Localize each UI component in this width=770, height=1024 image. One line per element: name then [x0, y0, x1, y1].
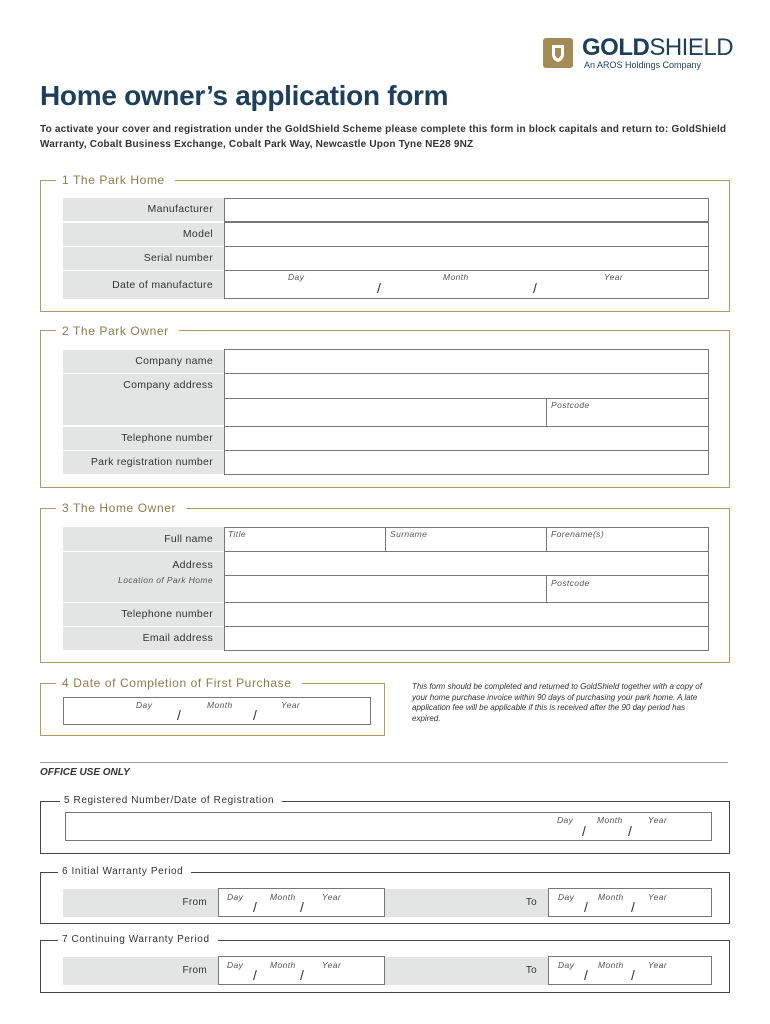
initial-warranty-heading: 6 Initial Warranty Period [58, 866, 191, 877]
fp-year-hint: Year [281, 700, 301, 710]
init-from-slash-2: / [300, 899, 304, 915]
intro-text: To activate your cover and registration under the GoldShield Scheme please complete this form in block capitals and return to: GoldShield Warranty, Cobalt Business Exchange, Cobalt Park Way, Newcastle Upon Tyne NE28 9NZ [40, 124, 727, 150]
company-name-label: Company name [63, 350, 224, 373]
cont-from-month-hint: Month [270, 960, 296, 970]
page-title: Home owner’s application form [40, 80, 449, 111]
dom-slash-2: / [533, 280, 537, 296]
brand-tagline: An AROS Holdings Company [584, 60, 702, 70]
manufacturer-input[interactable] [224, 198, 709, 222]
company-postcode-hint: Postcode [551, 400, 590, 410]
model-input[interactable] [224, 222, 709, 247]
continuing-warranty-heading: 7 Continuing Warranty Period [58, 934, 218, 945]
model-label: Model [63, 223, 224, 246]
email-input[interactable] [224, 626, 709, 651]
serial-number-input[interactable] [224, 246, 709, 271]
company-address-line2-input[interactable] [224, 398, 547, 427]
cont-to-year-hint: Year [648, 960, 668, 970]
init-to-slash-2: / [631, 899, 635, 915]
cont-to-month-hint: Month [598, 960, 624, 970]
home-owner-telephone-input[interactable] [224, 602, 709, 627]
address-label: Address [172, 559, 213, 571]
reg-year-hint: Year [648, 815, 668, 825]
reg-day-hint: Day [557, 815, 574, 825]
dom-slash-1: / [377, 280, 381, 296]
cont-to-slash-2: / [631, 967, 635, 983]
cont-from-slash-2: / [300, 967, 304, 983]
cont-from-slash-1: / [253, 967, 257, 983]
company-address-input[interactable] [224, 373, 709, 399]
section-home-owner-heading: 3 The Home Owner [56, 501, 186, 515]
reg-month-hint: Month [597, 815, 623, 825]
home-owner-telephone-label: Telephone number [63, 603, 224, 626]
init-from-day-hint: Day [227, 892, 244, 902]
initial-from-label: From [63, 889, 218, 917]
section-park-owner-heading: 2 The Park Owner [56, 324, 179, 338]
brand-name-bold: GOLD [582, 34, 650, 61]
cont-to-slash-1: / [584, 967, 588, 983]
office-use-heading: OFFICE USE ONLY [40, 767, 130, 778]
fp-slash-2: / [253, 707, 257, 723]
dom-month-hint: Month [443, 272, 469, 282]
initial-to-label: To [385, 889, 548, 917]
manufacturer-label: Manufacturer [63, 198, 224, 221]
company-name-input[interactable] [224, 349, 709, 374]
reg-slash-2: / [628, 823, 632, 839]
serial-number-label: Serial number [63, 247, 224, 270]
cont-from-year-hint: Year [322, 960, 342, 970]
init-from-month-hint: Month [270, 892, 296, 902]
cont-from-day-hint: Day [227, 960, 244, 970]
cont-to-day-hint: Day [558, 960, 575, 970]
section-park-home-heading: 1 The Park Home [56, 173, 175, 187]
fp-slash-1: / [177, 707, 181, 723]
init-from-year-hint: Year [322, 892, 342, 902]
company-address-label: Company address [63, 374, 224, 425]
park-registration-input[interactable] [224, 450, 709, 475]
fp-month-hint: Month [207, 700, 233, 710]
brand-wordmark [582, 34, 733, 62]
section-first-purchase-heading: 4 Date of Completion of First Purchase [56, 676, 302, 690]
init-to-slash-1: / [584, 899, 588, 915]
shield-logo-icon [543, 38, 573, 68]
address-input[interactable] [224, 551, 709, 576]
fp-day-hint: Day [136, 700, 153, 710]
full-name-label: Full name [63, 527, 224, 551]
init-to-month-hint: Month [598, 892, 624, 902]
park-owner-telephone-input[interactable] [224, 426, 709, 451]
date-of-manufacture-label: Date of manufacture [63, 271, 224, 299]
reg-slash-1: / [582, 823, 586, 839]
office-divider [40, 762, 728, 763]
init-from-slash-1: / [253, 899, 257, 915]
submission-note: This form should be completed and returned to GoldShield together with a copy of your home purchase invoice within 90 days of purchasing your park home. A late application fee will be applicable if this is received after the 90 day period has expired. [412, 682, 702, 723]
forename-hint: Forename(s) [551, 529, 605, 539]
location-of-park-home-hint: Location of Park Home [118, 575, 213, 585]
brand-name-light: SHIELD [649, 34, 734, 61]
init-to-year-hint: Year [648, 892, 668, 902]
init-to-day-hint: Day [558, 892, 575, 902]
dom-year-hint: Year [604, 272, 624, 282]
surname-hint: Surname [390, 529, 428, 539]
email-label: Email address [63, 627, 224, 650]
address-line2-input[interactable] [224, 575, 547, 603]
park-registration-label: Park registration number [63, 451, 224, 474]
continuing-from-label: From [63, 957, 218, 985]
continuing-to-label: To [385, 957, 548, 985]
registered-number-heading: 5 Registered Number/Date of Registration [60, 795, 282, 806]
home-owner-postcode-hint: Postcode [551, 578, 590, 588]
park-owner-telephone-label: Telephone number [63, 427, 224, 450]
title-input[interactable] [224, 527, 386, 552]
title-hint: Title [228, 529, 246, 539]
dom-day-hint: Day [288, 272, 305, 282]
